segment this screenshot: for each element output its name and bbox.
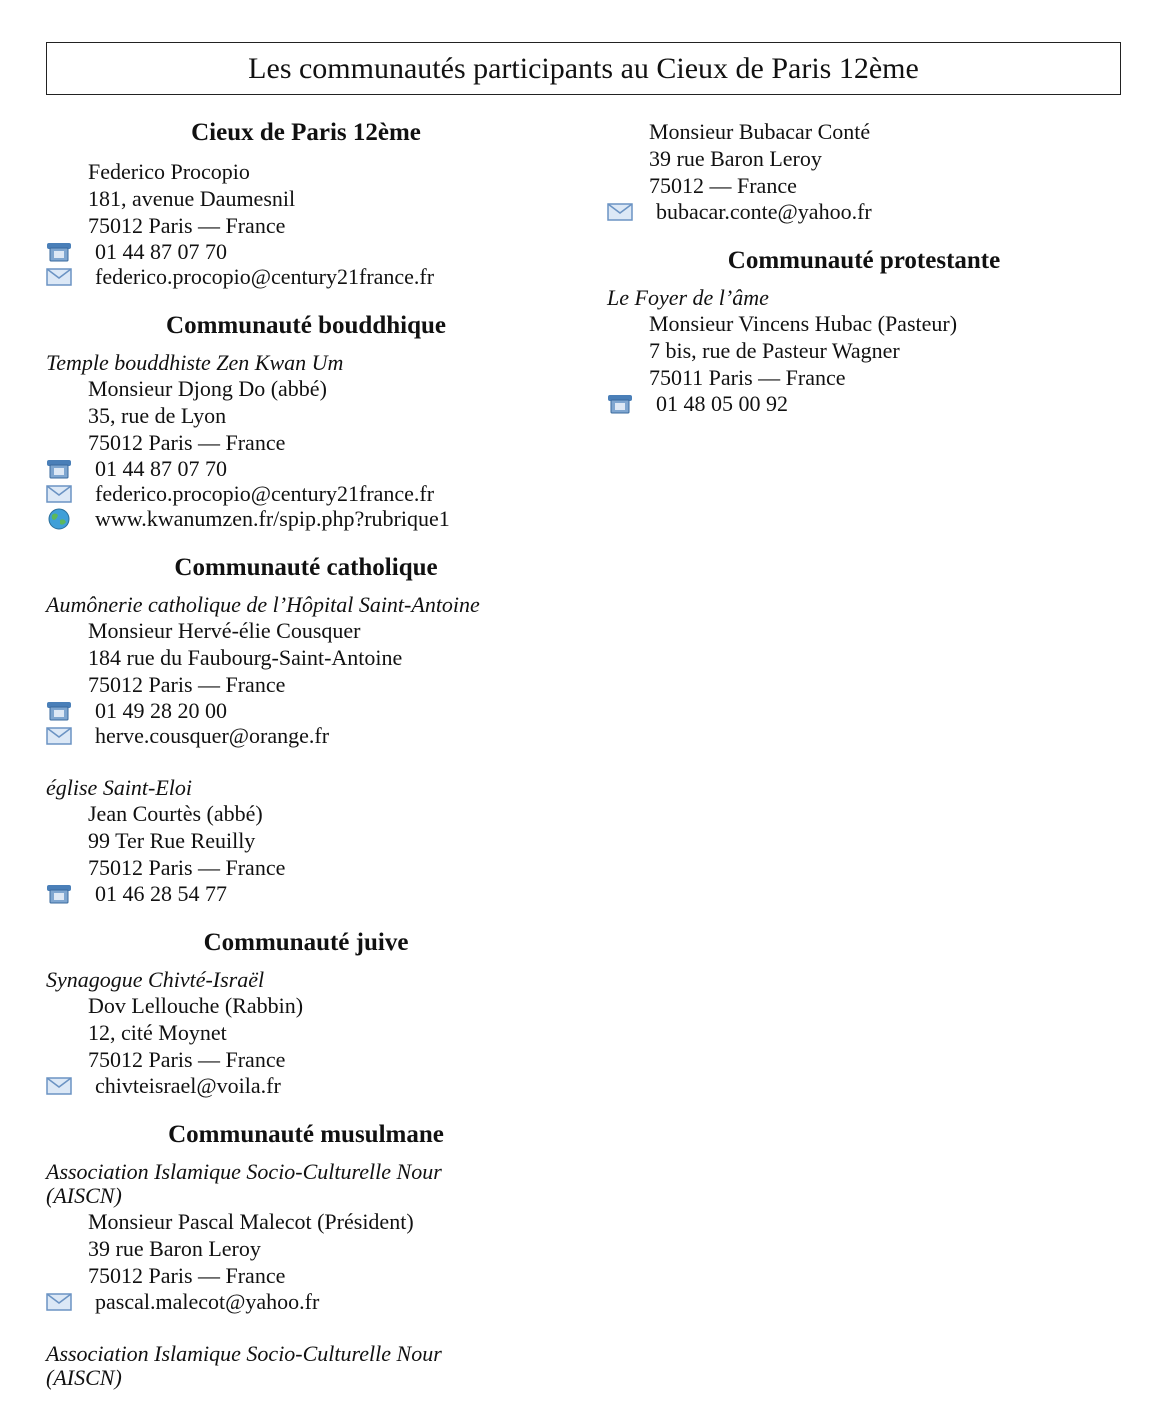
email-link[interactable]: federico.procopio@century21france.fr [95, 481, 435, 506]
contact-name: Monsieur Vincens Hubac (Pasteur) [649, 311, 958, 336]
contact-name: Monsieur Bubacar Conté [649, 119, 871, 144]
organization-acronym: (AISCN) [46, 1365, 122, 1390]
email-row [46, 723, 566, 748]
organization-name: Association Islamique Socio-Culturelle Nour [46, 1341, 442, 1366]
section-juive [46, 928, 566, 1098]
organization-acronym: (AISCN) [46, 1183, 122, 1208]
address-line: 39 rue Baron Leroy [88, 1236, 261, 1261]
phone-row [46, 239, 566, 264]
section-heading: Communauté bouddhique [166, 312, 446, 339]
email-link[interactable]: chivteisrael@voila.fr [95, 1073, 281, 1098]
address-line: 181, avenue Daumesnil [88, 186, 296, 211]
right-column [607, 118, 1121, 416]
address-line: 7 bis, rue de Pasteur Wagner [649, 338, 900, 363]
email-row [607, 199, 1121, 224]
phone-row [46, 881, 566, 906]
organization-name: Association Islamique Socio-Culturelle Nour [46, 1159, 442, 1184]
phone-row [46, 698, 566, 723]
email-row [46, 481, 566, 506]
contact-name: Monsieur Pascal Malecot (Président) [88, 1209, 414, 1234]
organization-name: Le Foyer de l’âme [607, 285, 769, 310]
section-heading: Cieux de Paris 12ème [191, 119, 421, 146]
web-row [46, 506, 566, 531]
organization-name: Temple bouddhiste Zen Kwan Um [46, 350, 344, 375]
envelope-icon [46, 484, 72, 504]
city-line: 75012 Paris — France [88, 855, 286, 880]
phone-number[interactable]: 01 44 87 07 70 [95, 456, 227, 481]
city-line: 75012 Paris — France [88, 1263, 286, 1288]
telephone-icon [607, 394, 633, 414]
address-line: 39 rue Baron Leroy [649, 146, 822, 171]
address-line: 184 rue du Faubourg-Saint-Antoine [88, 645, 403, 670]
page-title: Les communautés participants au Cieux de Paris 12ème [248, 51, 919, 85]
phone-number[interactable]: 01 44 87 07 70 [95, 239, 227, 264]
email-link[interactable]: federico.procopio@century21france.fr [95, 264, 435, 289]
section-bouddhique [46, 311, 566, 531]
city-line: 75012 — France [649, 173, 797, 198]
phone-number[interactable]: 01 49 28 20 00 [95, 698, 227, 723]
contact-name: Jean Courtès (abbé) [88, 801, 263, 826]
city-line: 75012 Paris — France [88, 1047, 286, 1072]
section-heading: Communauté protestante [727, 247, 1001, 274]
section-catholique [46, 553, 566, 906]
section-heading: Communauté catholique [174, 554, 438, 581]
email-row [46, 264, 566, 289]
envelope-icon [46, 1292, 72, 1312]
email-row [46, 1289, 566, 1314]
envelope-icon [46, 1076, 72, 1096]
section-cieux [46, 118, 566, 289]
email-link[interactable]: pascal.malecot@yahoo.fr [95, 1289, 320, 1314]
envelope-icon [607, 202, 633, 222]
section-heading: Communauté juive [203, 929, 409, 956]
globe-icon [46, 509, 72, 529]
city-line: 75011 Paris — France [649, 365, 846, 390]
email-row [46, 1073, 566, 1098]
phone-row [607, 391, 1121, 416]
website-link[interactable]: www.kwanumzen.fr/spip.php?rubrique1 [95, 506, 450, 531]
address-line: 99 Ter Rue Reuilly [88, 828, 256, 853]
telephone-icon [46, 884, 72, 904]
email-link[interactable]: bubacar.conte@yahoo.fr [656, 199, 872, 224]
address-line: 12, cité Moynet [88, 1020, 227, 1045]
contact-name: Federico Procopio [88, 159, 250, 184]
phone-number[interactable]: 01 48 05 00 92 [656, 391, 788, 416]
city-line: 75012 Paris — France [88, 213, 286, 238]
telephone-icon [46, 701, 72, 721]
section-protestante [607, 246, 1121, 416]
section-heading: Communauté musulmane [168, 1121, 444, 1148]
organization-name: Synagogue Chivté-Israël [46, 967, 265, 992]
contact-name: Monsieur Djong Do (abbé) [88, 376, 327, 401]
email-link[interactable]: herve.cousquer@orange.fr [95, 723, 330, 748]
contact-name: Dov Lellouche (Rabbin) [88, 993, 304, 1018]
organization-name: Aumônerie catholique de l’Hôpital Saint-Antoine [46, 592, 480, 617]
phone-row [46, 456, 566, 481]
page-title-box [46, 42, 1121, 95]
section-musulmane-continued [607, 118, 1121, 224]
contact-name: Monsieur Hervé-élie Cousquer [88, 618, 361, 643]
envelope-icon [46, 267, 72, 287]
city-line: 75012 Paris — France [88, 672, 286, 697]
phone-number[interactable]: 01 46 28 54 77 [95, 881, 227, 906]
city-line: 75012 Paris — France [88, 430, 286, 455]
address-line: 35, rue de Lyon [88, 403, 227, 428]
telephone-icon [46, 459, 72, 479]
section-musulmane [46, 1120, 566, 1390]
left-column [46, 118, 566, 1390]
telephone-icon [46, 242, 72, 262]
envelope-icon [46, 726, 72, 746]
organization-name: église Saint-Eloi [46, 775, 193, 800]
